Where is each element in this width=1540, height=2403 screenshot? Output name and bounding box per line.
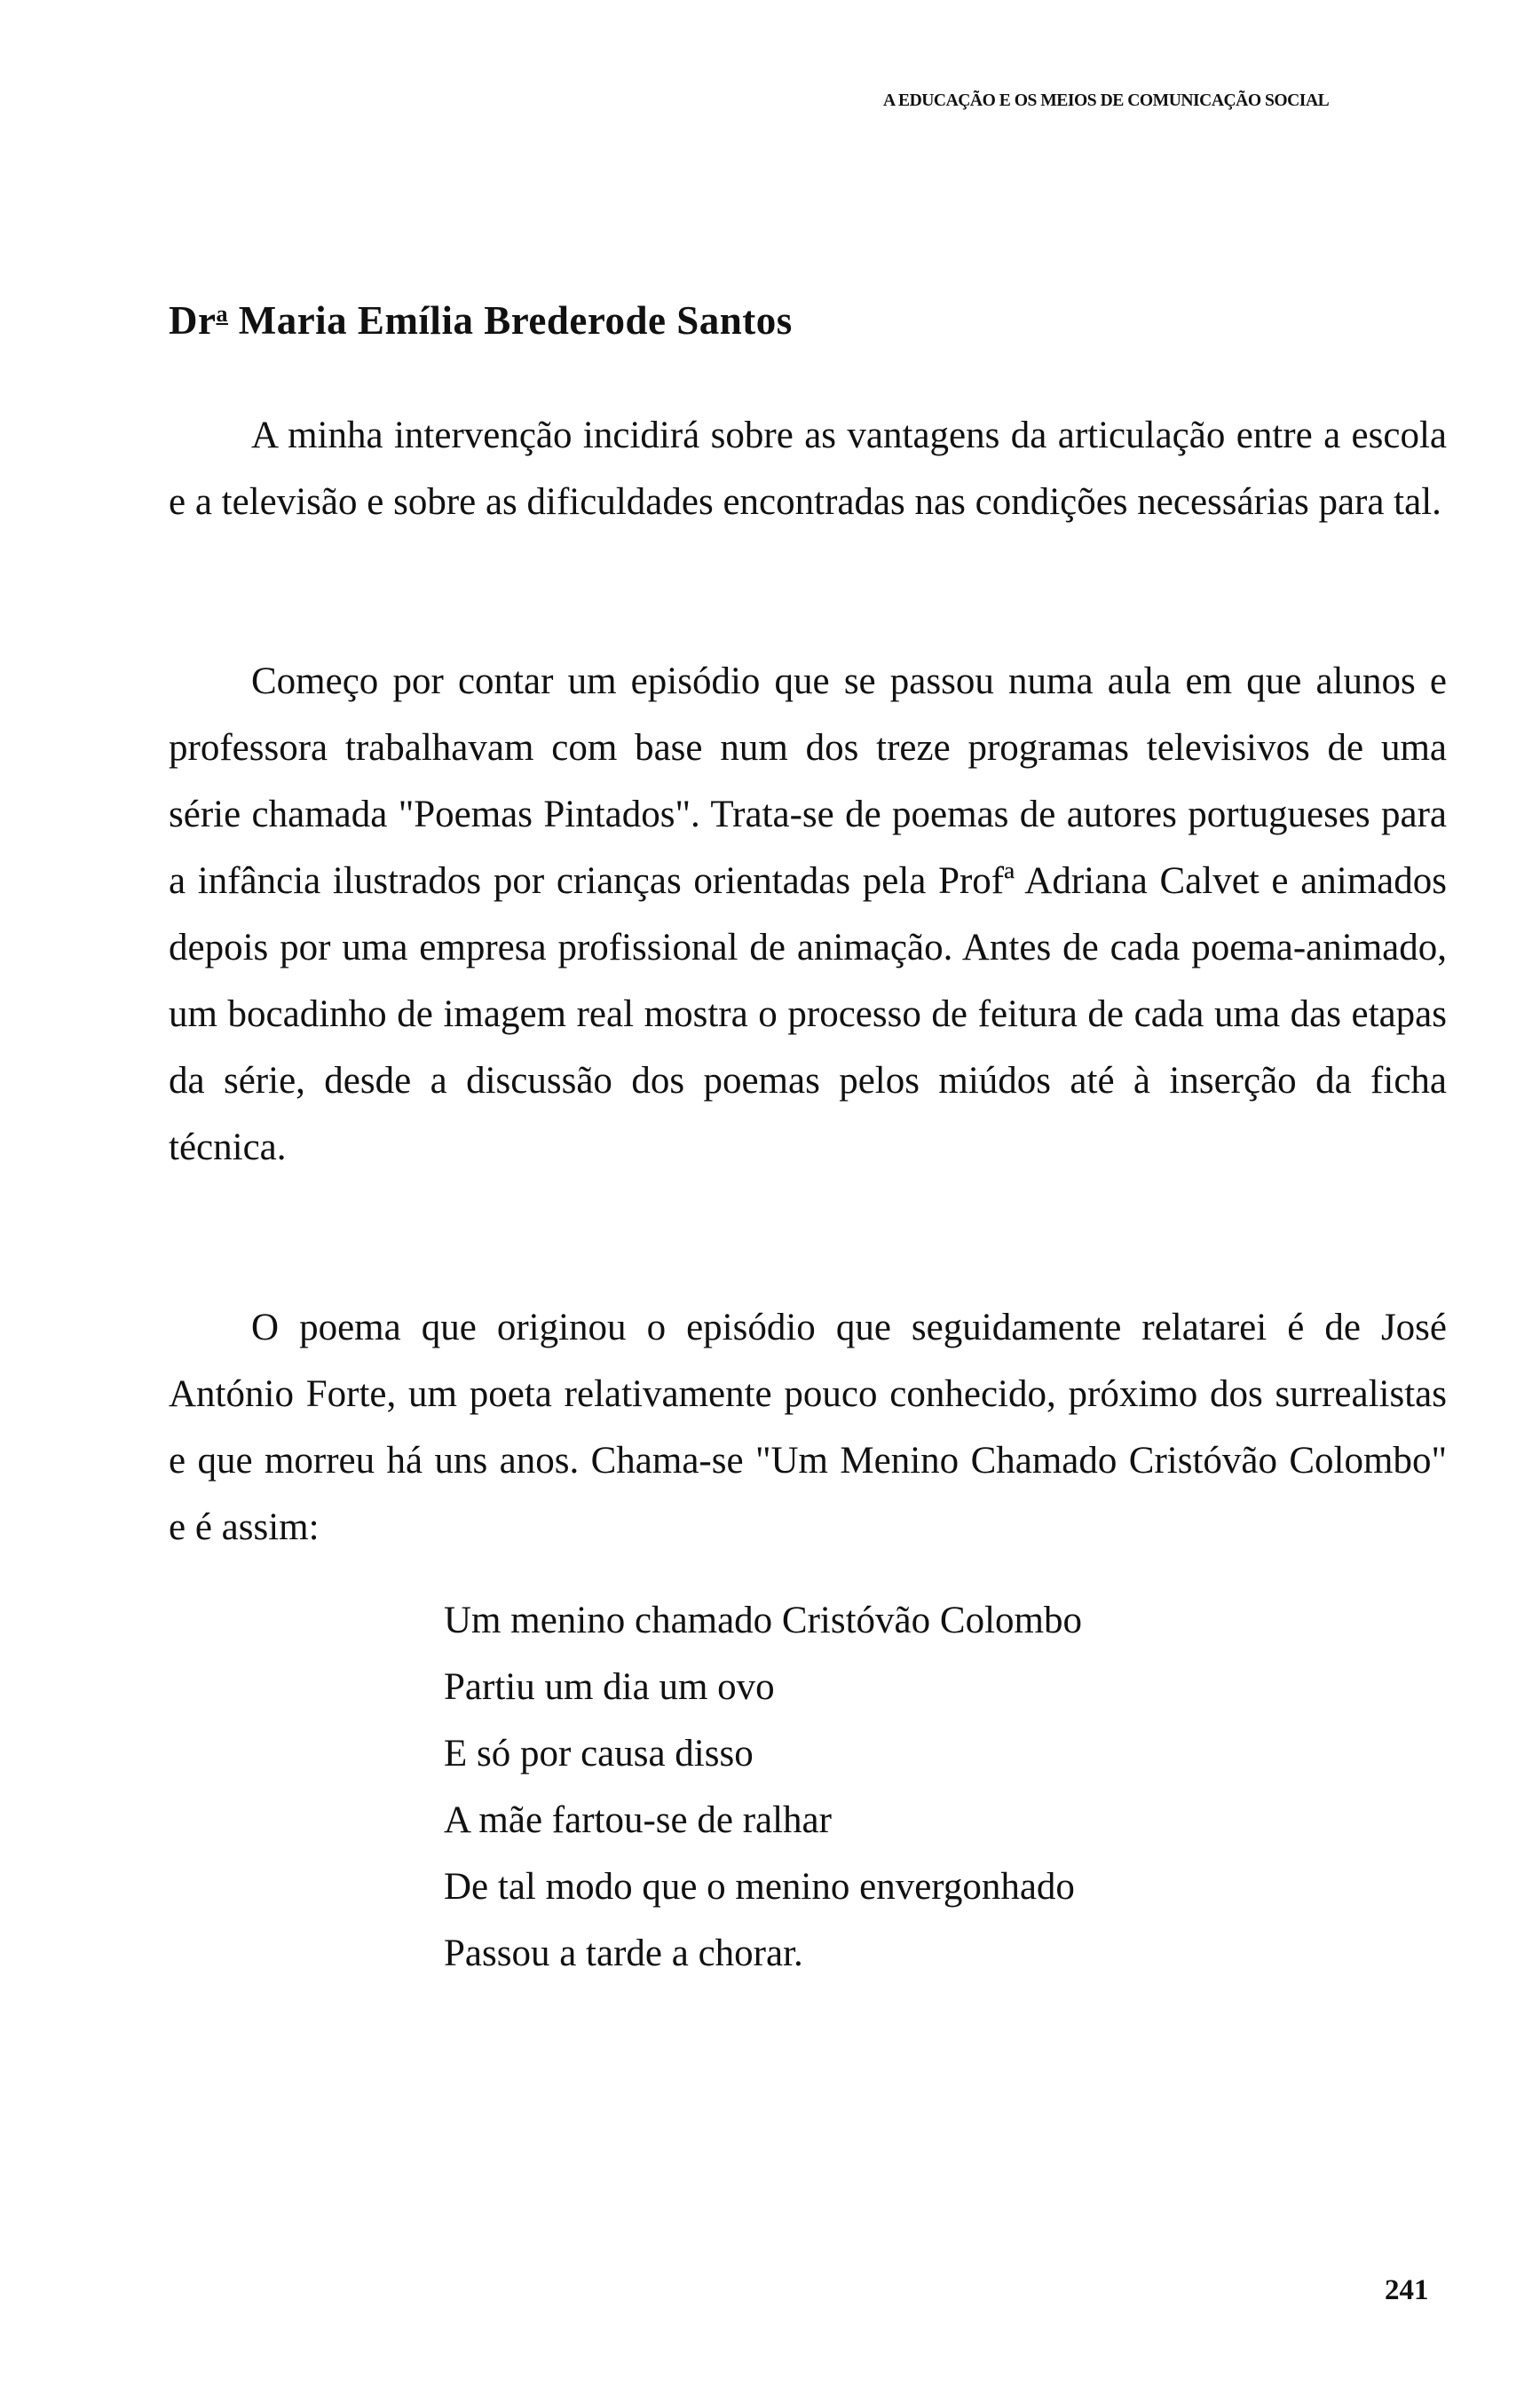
- poem-line: De tal modo que o menino envergonhado: [444, 1866, 1075, 1908]
- poem-line: A mãe fartou-se de ralhar: [444, 1799, 832, 1841]
- speaker-name: Maria Emília Brederode Santos: [238, 298, 793, 343]
- poem-line: Um menino chamado Cristóvão Colombo: [444, 1600, 1082, 1641]
- speaker-prefix-superscript: a: [216, 301, 228, 327]
- paragraph: O poema que originou o episódio que seguidamente relatarei é de José António Forte, um poeta relativamente pouco conhecido, próximo dos surrealistas e que morreu há uns anos. Chama-se "Um Menino Chamado Cristóvão Colombo" e é assim:: [169, 1307, 1447, 1548]
- page-number: 241: [1385, 2274, 1429, 2306]
- paragraph: Começo por contar um episódio que se passou numa aula em que alunos e professora trabalhavam com base num dos treze programas televisivos de uma série chamada "Poemas Pintados". Trata-se de poemas de autores portugueses para a infância ilustrados por crianças orientadas pela Profª Adriana Calvet e animados depois por uma empresa profissional de animação. Antes de cada poema-animado, um bocadinho de imagem real mostra o processo de feitura de cada uma das etapas da série, desde a discussão dos poemas pelos miúdos até à inserção da ficha técnica.: [169, 660, 1447, 1168]
- poem: [444, 1587, 1082, 1987]
- paragraph: A minha intervenção incidirá sobre as vantagens da articulação entre a escola e a televisão e sobre as dificuldades encontradas nas condições necessárias para tal.: [169, 415, 1447, 523]
- poem-line: Passou a tarde a chorar.: [444, 1933, 803, 1974]
- paragraph-2-block: [169, 648, 1447, 1181]
- poem-line: E só por causa disso: [444, 1733, 754, 1775]
- paragraph-1-block: [169, 402, 1447, 535]
- speaker-title: [169, 297, 793, 344]
- paragraph-3-block: [169, 1294, 1447, 1561]
- running-header: A EDUCAÇÃO E OS MEIOS DE COMUNICAÇÃO SOCIAL: [883, 91, 1330, 110]
- speaker-prefix: Dr: [169, 298, 217, 343]
- poem-line: Partiu um dia um ovo: [444, 1666, 775, 1708]
